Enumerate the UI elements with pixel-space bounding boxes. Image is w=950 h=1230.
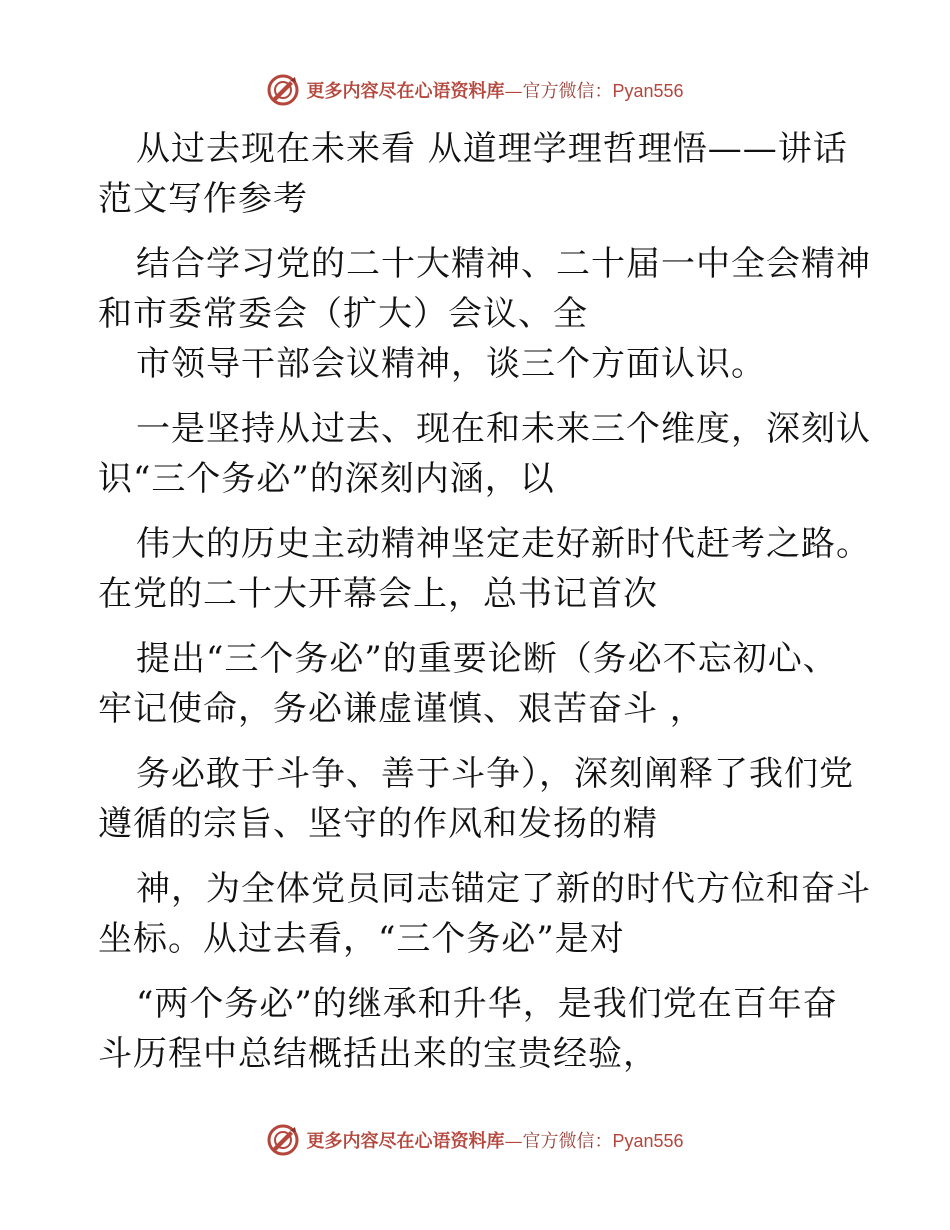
footer-brand-text: 更多内容尽在心语资料库 — [306, 1131, 505, 1152]
doc-line-2: 范文写作参考 — [98, 179, 308, 219]
brand-logo-icon — [266, 1123, 300, 1157]
footer-separator: — — [504, 1131, 523, 1152]
doc-line-1: 从过去现在未来看 从道理学理哲理悟——讲话 — [136, 129, 848, 169]
document-body — [98, 124, 871, 1079]
footer-banner — [0, 1120, 950, 1160]
doc-line-7: 识“三个务必”的深刻内涵，以 — [98, 459, 555, 499]
header-wechat-label: 官方微信： — [522, 81, 613, 102]
footer-wechat-id: Pyan556 — [612, 1131, 684, 1151]
doc-line-3: 结合学习党的二十大精神、二十届一中全会精神 — [136, 244, 871, 284]
brand-logo-icon — [266, 73, 300, 107]
doc-line-6: 一是坚持从过去、现在和未来三个维度，深刻认 — [136, 409, 871, 449]
header-wechat-id: Pyan556 — [612, 81, 684, 101]
doc-line-4: 和市委常委会（扩大）会议、全 — [98, 294, 588, 334]
doc-line-14: 神，为全体党员同志锚定了新的时代方位和奋斗 — [136, 869, 871, 909]
doc-line-15: 坐标。从过去看，“三个务必”是对 — [98, 919, 625, 959]
doc-line-16: “两个务必”的继承和升华，是我们党在百年奋 — [136, 984, 838, 1024]
doc-line-12: 务必敢于斗争、善于斗争），深刻阐释了我们党 — [136, 754, 854, 794]
doc-line-9: 在党的二十大开幕会上，总书记首次 — [98, 574, 658, 614]
header-separator: — — [504, 81, 523, 102]
footer-wechat-label: 官方微信： — [522, 1131, 613, 1152]
footer-banner-text — [306, 1127, 683, 1153]
header-brand-text: 更多内容尽在心语资料库 — [306, 81, 505, 102]
doc-line-8: 伟大的历史主动精神坚定走好新时代赶考之路。 — [136, 524, 871, 564]
header-banner — [0, 70, 950, 110]
doc-line-10: 提出“三个务必”的重要论断（务必不忘初心、 — [136, 639, 838, 679]
doc-line-5: 市领导干部会议精神，谈三个方面认识。 — [136, 344, 766, 384]
header-banner-text — [306, 77, 683, 103]
doc-line-13: 遵循的宗旨、坚守的作风和发扬的精 — [98, 804, 658, 844]
doc-line-17: 斗历程中总结概括出来的宝贵经验， — [98, 1034, 658, 1074]
doc-line-11: 牢记使命，务必谦虚谨慎、艰苦奋斗 ， — [98, 689, 705, 729]
